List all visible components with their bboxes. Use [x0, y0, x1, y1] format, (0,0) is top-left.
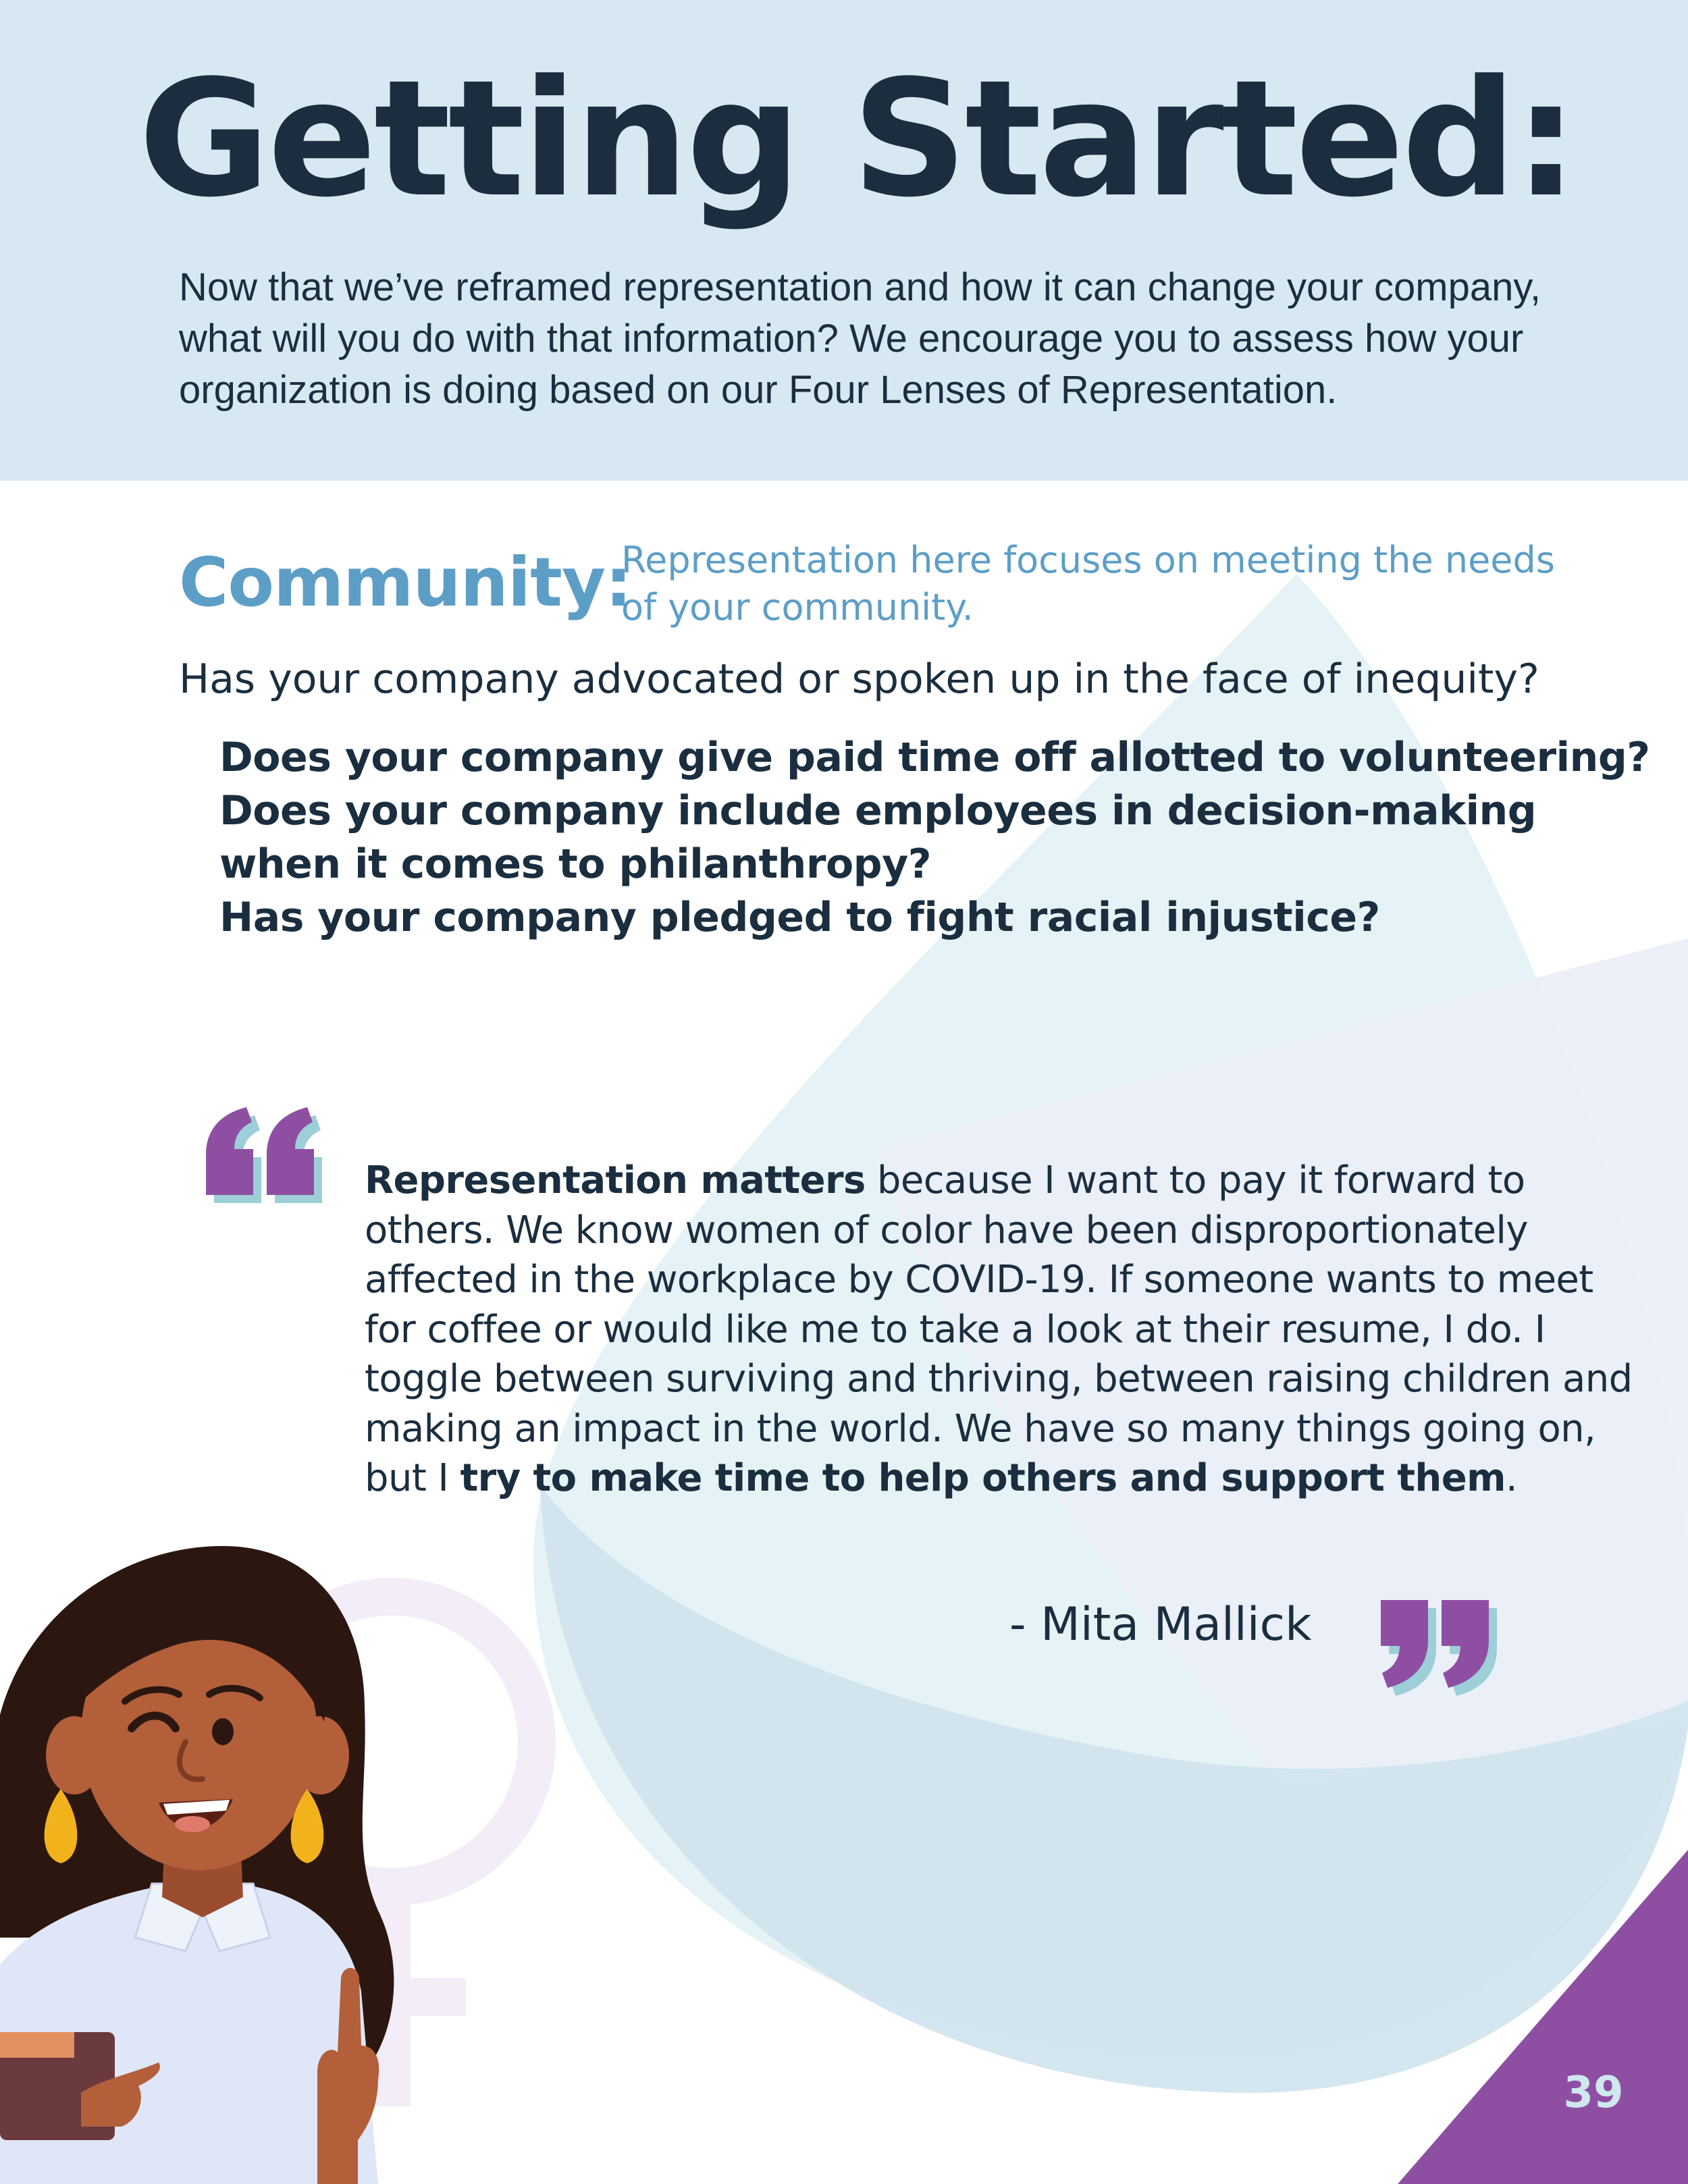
section-title: Community: — [179, 543, 632, 622]
question-list — [219, 731, 1651, 944]
question-item: Has your company pledged to fight racial injustice? — [219, 894, 1380, 941]
section-subtitle: Representation here focuses on meeting the needs of your community. — [621, 539, 1555, 629]
question-item: Does your company include employees in decision-making when it comes to philanthropy? — [219, 787, 1537, 888]
folder-tab — [0, 2032, 74, 2058]
ear-left — [46, 1716, 103, 1794]
question-item: Does your company give paid time off allotted to volunteering? — [219, 734, 1650, 781]
quote-end: . — [1505, 1456, 1518, 1500]
tongue — [175, 1816, 210, 1832]
intro-paragraph: Now that we’ve reframed representation and how it can change your company, what will you do with that information? We encourage you to assess how your organization is doing based on our Four Lenses of Representation. — [179, 265, 1541, 412]
quote-tail-bold: try to make time to help others and support them — [460, 1456, 1506, 1500]
page-number: 39 — [1563, 2068, 1624, 2118]
open-quote-icon — [199, 1107, 334, 1205]
quote-author: - Mita Mallick — [1009, 1598, 1312, 1651]
quote-lead-bold: Representation matters — [365, 1158, 866, 1202]
lead-question: Has your company advocated or spoken up in the face of inequity? — [179, 656, 1539, 703]
close-quote-icon — [1374, 1600, 1509, 1698]
quote-body-text: because I want to pay it forward to others. We know women of color have been disproportionately affected in the workplace by COVID-19. If someone wants to meet for coffee or would like me to take a look at their resume, I do. I toggle between surviving and thriving, between raising children and making an impact in the world. We have so many things going on, but I — [365, 1158, 1633, 1500]
eye-right — [212, 1718, 234, 1745]
page-title: Getting Started: — [138, 46, 1576, 233]
woman-illustration — [0, 1533, 486, 2184]
quote-body — [365, 1156, 1654, 1503]
ear-right — [292, 1716, 349, 1794]
